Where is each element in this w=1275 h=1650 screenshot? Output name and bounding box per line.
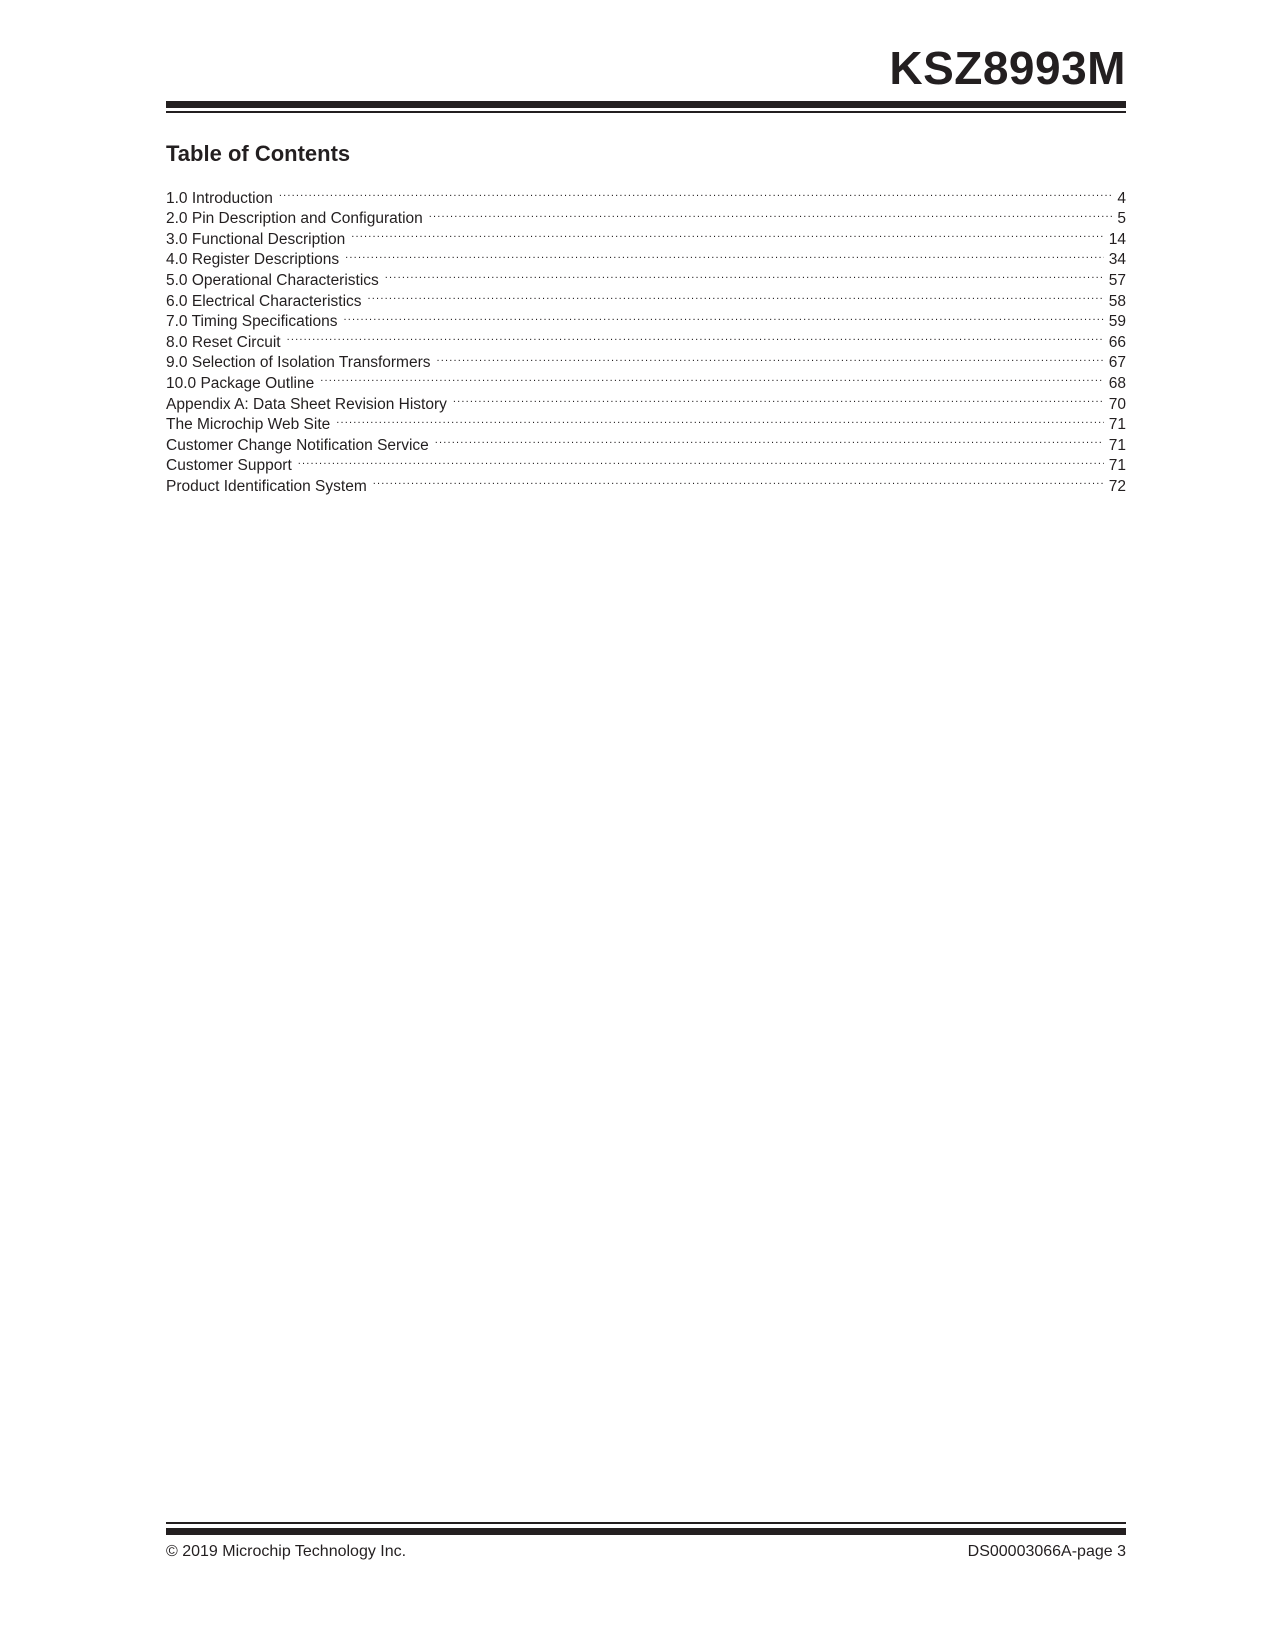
toc-entry-page: 66 xyxy=(1108,333,1126,351)
toc-entry-title: 1.0 Introduction xyxy=(166,189,273,207)
toc-entry[interactable] xyxy=(166,470,1126,495)
toc-dot-leader xyxy=(351,223,1104,244)
toc-entry-title: 9.0 Selection of Isolation Transformers xyxy=(166,354,431,372)
toc-entry-title: Product Identification System xyxy=(166,477,367,495)
toc-dot-leader xyxy=(345,244,1104,265)
toc-entry-title: Customer Support xyxy=(166,457,292,475)
toc-entry-page: 71 xyxy=(1108,436,1126,454)
toc-entry-title: 10.0 Package Outline xyxy=(166,374,315,392)
toc-dot-leader xyxy=(368,285,1104,306)
footer-copyright: © 2019 Microchip Technology Inc. xyxy=(166,1543,407,1560)
header-rule-thick xyxy=(166,101,1126,108)
toc-entry[interactable] xyxy=(166,347,1126,372)
toc-entry[interactable] xyxy=(166,203,1126,228)
toc-dot-leader xyxy=(279,182,1113,203)
toc-dot-leader xyxy=(429,203,1113,224)
toc-dot-leader xyxy=(435,429,1104,450)
toc-entry-title: 8.0 Reset Circuit xyxy=(166,333,281,351)
toc-entry-page: 70 xyxy=(1108,395,1126,413)
toc-entry-page: 67 xyxy=(1108,354,1126,372)
footer-page-id: DS00003066A-page 3 xyxy=(967,1543,1126,1560)
toc-entry-page: 72 xyxy=(1108,477,1126,495)
toc-entry[interactable] xyxy=(166,182,1126,207)
toc-dot-leader xyxy=(437,347,1104,368)
toc-list xyxy=(166,182,1126,495)
toc-entry-title: 6.0 Electrical Characteristics xyxy=(166,292,362,310)
toc-entry-title: 4.0 Register Descriptions xyxy=(166,251,340,269)
toc-entry-page: 4 xyxy=(1117,189,1126,207)
toc-entry-page: 57 xyxy=(1108,271,1126,289)
document-page xyxy=(166,0,1126,1650)
toc-dot-leader xyxy=(320,367,1104,388)
toc-dot-leader xyxy=(373,470,1104,491)
toc-entry-page: 14 xyxy=(1108,230,1126,248)
toc-entry[interactable] xyxy=(166,450,1126,475)
toc-entry-page: 59 xyxy=(1108,313,1126,331)
toc-entry-title: Customer Change Notification Service xyxy=(166,436,429,454)
toc-entry-title: 2.0 Pin Description and Configuration xyxy=(166,210,423,228)
toc-heading: Table of Contents xyxy=(166,141,351,166)
footer-rule-thin xyxy=(166,1522,1126,1524)
toc-entry-page: 58 xyxy=(1108,292,1126,310)
toc-entry-title: 3.0 Functional Description xyxy=(166,230,346,248)
toc-entry[interactable] xyxy=(166,326,1126,351)
document-title: KSZ8993M xyxy=(889,42,1126,94)
toc-entry-page: 34 xyxy=(1108,251,1126,269)
toc-entry-page: 5 xyxy=(1117,210,1126,228)
toc-entry-title: 7.0 Timing Specifications xyxy=(166,313,338,331)
toc-entry-title: 5.0 Operational Characteristics xyxy=(166,271,379,289)
toc-entry-page: 68 xyxy=(1108,374,1126,392)
footer-rule-thick xyxy=(166,1528,1126,1535)
toc-dot-leader xyxy=(298,450,1104,471)
toc-dot-leader xyxy=(385,264,1104,285)
toc-dot-leader xyxy=(287,326,1104,347)
toc-dot-leader xyxy=(453,388,1104,409)
toc-entry-page: 71 xyxy=(1108,416,1126,434)
toc-dot-leader xyxy=(336,409,1104,430)
header-rule-thin xyxy=(166,111,1126,113)
toc-dot-leader xyxy=(343,306,1103,327)
toc-entry-title: The Microchip Web Site xyxy=(166,416,331,434)
toc-entry-title: Appendix A: Data Sheet Revision History xyxy=(166,395,447,413)
toc-entry-page: 71 xyxy=(1108,457,1126,475)
